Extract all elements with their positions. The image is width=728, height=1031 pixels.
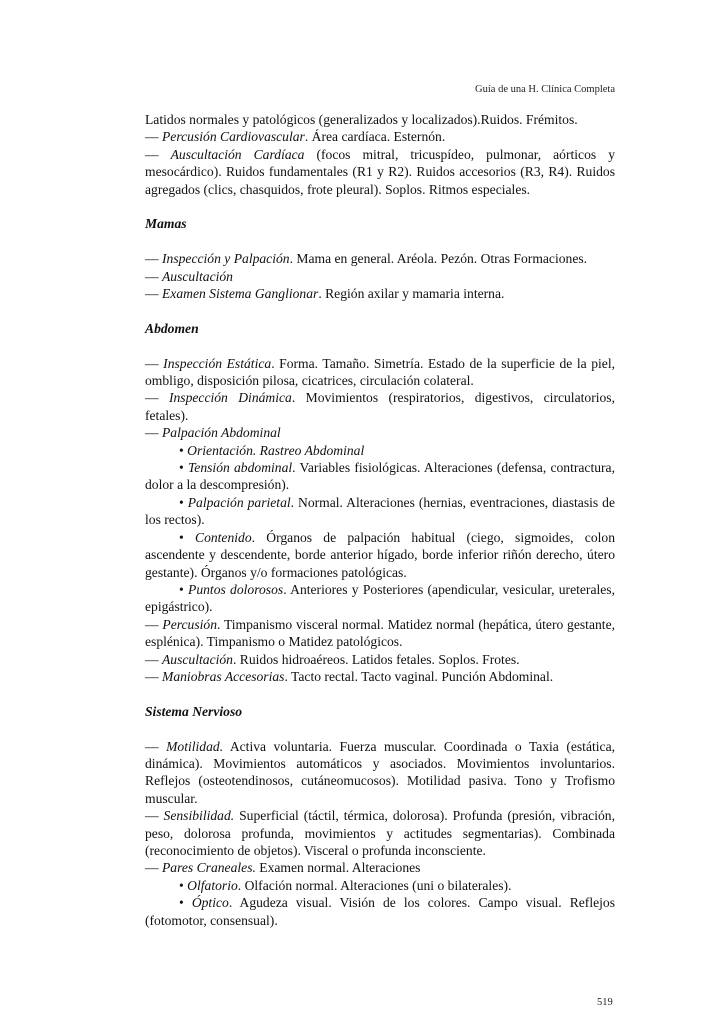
italic-term: Percusión Cardiovascular: [162, 129, 305, 145]
italic-term: Pares Craneales.: [162, 860, 256, 876]
paragraph-gap: [145, 233, 615, 250]
italic-term: Olfatorio: [187, 877, 238, 893]
italic-term: Puntos dolorosos: [188, 581, 284, 597]
text-run: . Anteriores y Posteriores (apendicular, vesicular, ureterales, epigástrico).: [145, 581, 615, 615]
page-number: 519: [597, 997, 613, 1008]
text-run: —: [145, 286, 162, 302]
italic-term: Sensibilidad.: [163, 808, 235, 824]
text-run: . Forma. Tamaño. Simetría. Estado de la superficie de la piel, ombligo, disposición pilosa, cicatrices, circulación colateral.: [145, 355, 616, 389]
bullet-item: [145, 581, 615, 616]
italic-term: Percusión: [162, 616, 218, 632]
text-run: •: [179, 895, 192, 911]
italic-term: Maniobras Accesorias: [162, 668, 285, 684]
text-run: •: [179, 494, 188, 510]
paragraph-gap: [145, 302, 615, 319]
paragraph: [145, 651, 615, 668]
text-run: —: [145, 129, 162, 145]
text-run: —: [145, 390, 169, 406]
paragraph: [145, 128, 615, 145]
text-run: . Ruidos hidroaéreos. Latidos fetales. Soplos. Frotes.: [232, 651, 520, 667]
text-run: . Timpanismo visceral normal. Matidez normal (hepática, útero gestante, esplénica). Timpanismo o Matidez patológicos.: [145, 616, 615, 650]
bullet-item: [145, 494, 615, 529]
italic-term: Inspección Dinámica: [168, 390, 292, 406]
text-run: •: [179, 877, 188, 893]
italic-term: Motilidad.: [166, 738, 224, 754]
text-run: . Agudeza visual. Visión de los colores. Campo visual. Reflejos (fotomotor, consensual).: [145, 895, 615, 928]
text-run: . Región axilar y mamaria interna.: [318, 286, 505, 302]
paragraph: [145, 616, 615, 651]
paragraph-gap: [145, 198, 615, 215]
italic-term: Palpación Abdominal: [162, 425, 281, 441]
paragraph: [145, 738, 615, 808]
text-run: —: [145, 268, 162, 284]
paragraph: [145, 268, 615, 285]
text-run: —: [145, 668, 162, 684]
italic-term: Tensión abdominal: [187, 460, 293, 476]
italic-term: Auscultación Cardíaca: [170, 146, 305, 162]
text-run: . Tacto rectal. Tacto vaginal. Punción Abdominal.: [284, 668, 554, 684]
italic-term: Contenido: [195, 529, 252, 545]
text-run: Latidos normales y patológicos (generalizados y localizados).Ruidos. Frémitos.: [145, 112, 578, 127]
bullet-item: [145, 877, 615, 894]
text-run: (focos mitral, tricuspídeo, pulmonar, aórticos y mesocárdico). Ruidos fundamentales (R1 y R2). Ruidos accesorios (R3, R4). Ruidos agregados (clics, chasquidos, frote pleural). Soplos. Ritmos especiales.: [145, 146, 615, 197]
bullet-item: [145, 894, 615, 929]
italic-term: Auscultación: [162, 268, 233, 284]
text-run: —: [145, 808, 164, 824]
paragraph: [145, 389, 615, 424]
paragraph-gap: [145, 337, 615, 354]
section-heading: Mamas: [145, 216, 187, 232]
text-run: —: [145, 860, 162, 876]
bullet-item: [145, 459, 615, 494]
text-run: —: [145, 146, 171, 162]
paragraph: [145, 250, 615, 267]
text-run: —: [145, 651, 162, 667]
text-run: Examen normal. Alteraciones: [255, 860, 421, 876]
section-heading: Abdomen: [145, 320, 199, 336]
paragraph: [145, 285, 615, 302]
text-run: . Área cardíaca. Esternón.: [304, 129, 446, 145]
bullet-item: [145, 442, 615, 459]
text-run: Superficial (táctil, térmica, dolorosa). Profunda (presión, vibración, peso, dolorosa profunda, movimientos y actitudes segmentarias). Combinada (reconocimiento de objetos). Visceral o profunda inconsciente.: [145, 808, 615, 858]
italic-term: Orientación. Rastreo Abdominal: [187, 442, 365, 458]
text-run: . Órganos de palpación habitual (ciego, sigmoides, colon ascendente y descendente, borde anterior hígado, borde inferior riñón derecho, útero gestante). Órganos y/o formaciones patológicas.: [145, 529, 615, 580]
text-run: Activa voluntaria. Fuerza muscular. Coordinada o Taxia (estática, dinámica). Movimientos automáticos y asociados. Movimientos involuntarios. Reflejos (osteotendinosos, cutáneomucosos). Motilidad pasiva. Tono y Trofismo muscular.: [145, 738, 615, 806]
text-run: •: [179, 460, 188, 476]
paragraph: [145, 859, 615, 876]
text-run: . Normal. Alteraciones (hernias, eventraciones, diastasis de los rectos).: [145, 494, 615, 528]
text-run: •: [179, 442, 188, 458]
text-run: •: [179, 529, 195, 545]
paragraph: [145, 807, 615, 859]
text-run: •: [179, 581, 189, 597]
section-heading: Sistema Nervioso: [145, 703, 243, 719]
text-run: —: [145, 251, 162, 267]
italic-term: Inspección y Palpación: [162, 251, 290, 267]
paragraph-gap: [145, 720, 615, 737]
text-run: —: [145, 355, 164, 371]
italic-term: Inspección Estática: [163, 355, 272, 371]
running-header: Guía de una H. Clínica Completa: [475, 84, 615, 95]
text-run: —: [145, 425, 162, 441]
paragraph: [145, 668, 615, 685]
text-run: . Mama en general. Aréola. Pezón. Otras Formaciones.: [289, 251, 588, 267]
italic-term: Examen Sistema Ganglionar: [162, 286, 319, 302]
page-body: [145, 111, 615, 929]
paragraph: [145, 111, 615, 128]
paragraph: [145, 355, 615, 390]
italic-term: Óptico: [191, 895, 229, 911]
text-run: . Olfación normal. Alteraciones (uni o bilaterales).: [237, 877, 512, 893]
text-run: —: [145, 616, 163, 632]
italic-term: Auscultación: [162, 651, 233, 667]
italic-term: Palpación parietal: [187, 494, 291, 510]
paragraph: [145, 424, 615, 441]
text-run: . Variables fisiológicas. Alteraciones (defensa, contractura, dolor a la descompresión).: [145, 460, 615, 493]
paragraph: [145, 146, 615, 198]
text-run: —: [145, 738, 167, 754]
text-run: . Movimientos (respiratorios, digestivos, circulatorios, fetales).: [145, 390, 615, 423]
bullet-item: [145, 529, 615, 581]
paragraph-gap: [145, 685, 615, 702]
